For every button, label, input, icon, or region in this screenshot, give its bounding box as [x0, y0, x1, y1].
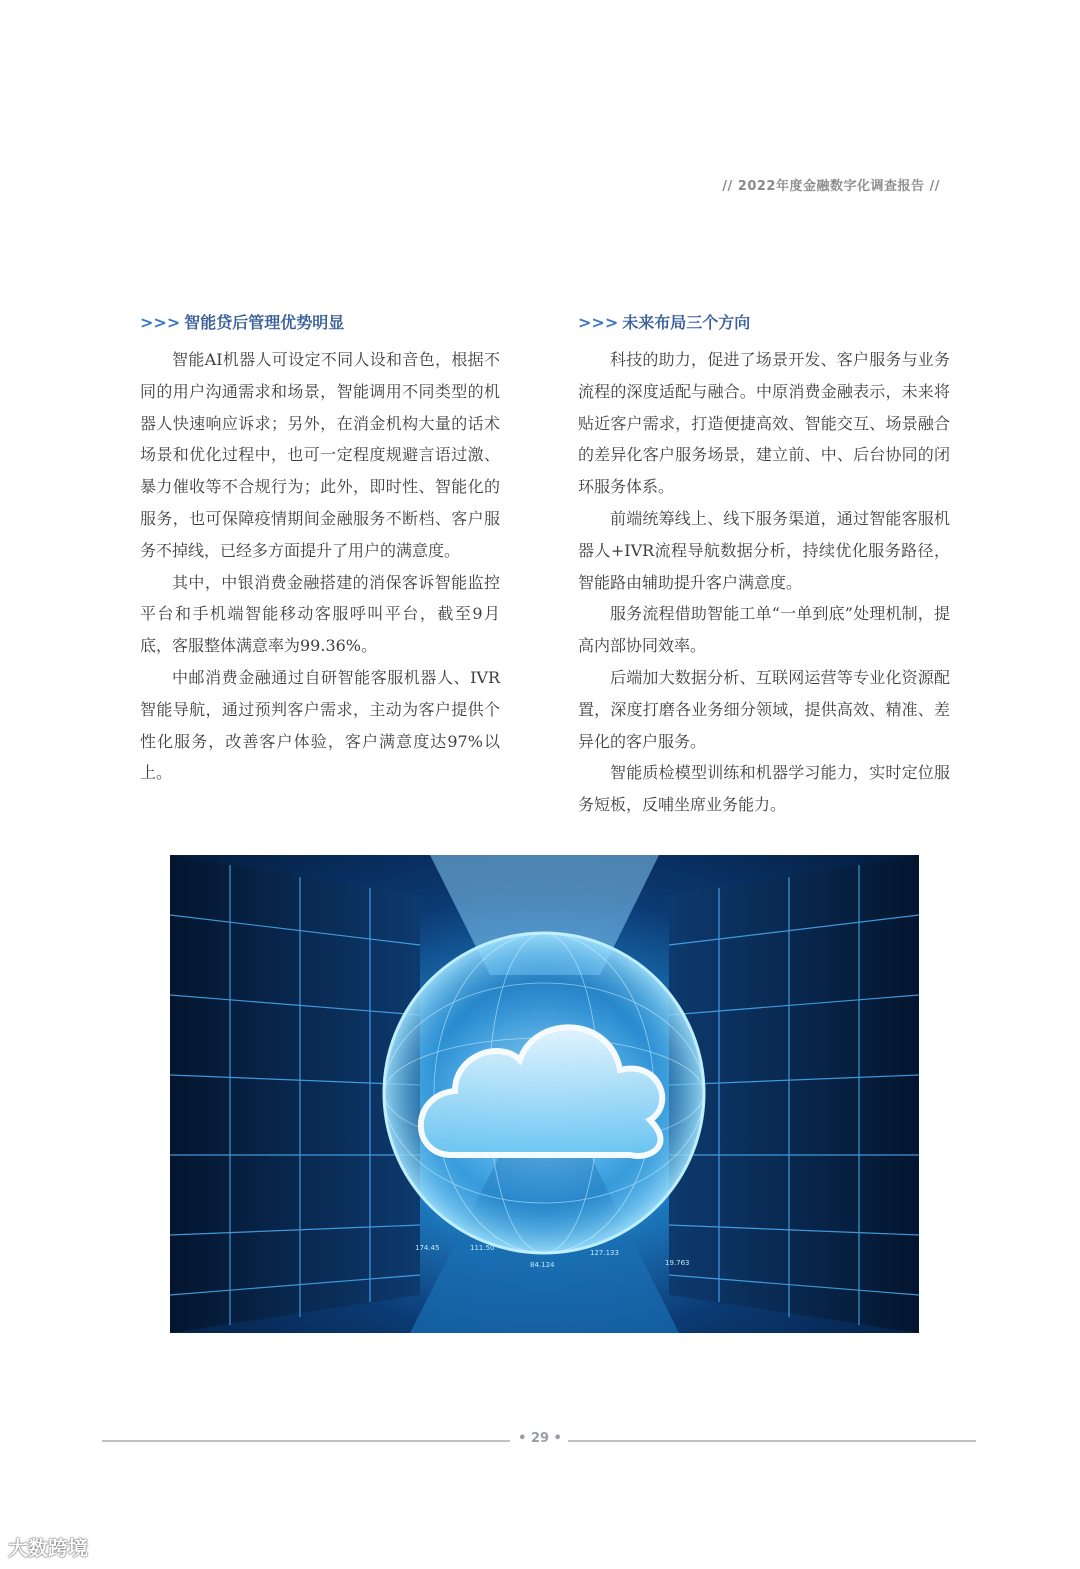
svg-text:84.124: 84.124	[530, 1261, 555, 1269]
paragraph: 中邮消费金融通过自研智能客服机器人、IVR智能导航，通过预判客户需求，主动为客户提供个性化服务，改善客户体验，客户满意度达97%以上。	[140, 667, 500, 783]
svg-text:174.45: 174.45	[415, 1244, 440, 1252]
paragraph: 科技的助力，促进了场景开发、客户服务与业务流程的深度适配与融合。中原消费金融表示，未来将贴近客户需求，打造便捷高效、智能交互、场景融合的差异化客户服务场景，建立前、中、后台协同的闭环服务体系。	[578, 350, 950, 497]
watermark-logo	[8, 1532, 88, 1561]
paragraph: 智能质检模型训练和机器学习能力，实时定位服务短板，反哺坐席业务能力。	[578, 763, 950, 815]
svg-text:111.50: 111.50	[470, 1244, 495, 1252]
paragraph: 后端加大数据分析、互联网运营等专业化资源配置，深度打磨各业务细分领域，提供高效、精准、差异化的客户服务。	[578, 667, 950, 751]
page-number: • 29 •	[518, 1431, 562, 1446]
section-arrows: >>>	[578, 313, 619, 332]
running-header: // 2022年度金融数字化调查报告 //	[722, 179, 940, 194]
section-title-right	[578, 308, 950, 338]
paragraph: 前端统筹线上、线下服务渠道，通过智能客服机器人+IVR流程导航数据分析，持续优化服务路径，智能路由辅助提升客户满意度。	[578, 508, 950, 592]
cloud-server-illustration	[170, 855, 919, 1333]
left-racks	[170, 855, 420, 1333]
paragraph: 服务流程借助智能工单“一单到底”处理机制，提高内部协同效率。	[578, 604, 950, 656]
right-column	[578, 308, 950, 821]
section-title-text: 智能贷后管理优势明显	[184, 313, 345, 332]
footer-rule-right	[568, 1440, 976, 1442]
left-column	[140, 308, 500, 789]
section-title-left	[140, 308, 500, 338]
paragraph: 其中，中银消费金融搭建的消保客诉智能监控平台和手机端智能移动客服呼叫平台，截至9月底，客服整体满意率为99.36%。	[140, 572, 500, 656]
right-racks	[669, 855, 919, 1333]
svg-text:19.763: 19.763	[665, 1259, 690, 1267]
watermark-text: 大数跨境	[8, 1536, 88, 1560]
svg-text:127.133: 127.133	[590, 1249, 619, 1257]
data-center-cloud-image	[170, 855, 919, 1333]
section-arrows: >>>	[140, 313, 181, 332]
paragraph: 智能AI机器人可设定不同人设和音色，根据不同的用户沟通需求和场景，智能调用不同类型的机器人快速响应诉求；另外，在消金机构大量的话术场景和优化过程中，也可一定程度规避言语过激、暴力催收等不合规行为；此外，即时性、智能化的服务，也可保障疫情期间金融服务不断档、客户服务不掉线，已经多方面提升了用户的满意度。	[140, 350, 500, 560]
section-title-text: 未来布局三个方向	[622, 313, 751, 332]
